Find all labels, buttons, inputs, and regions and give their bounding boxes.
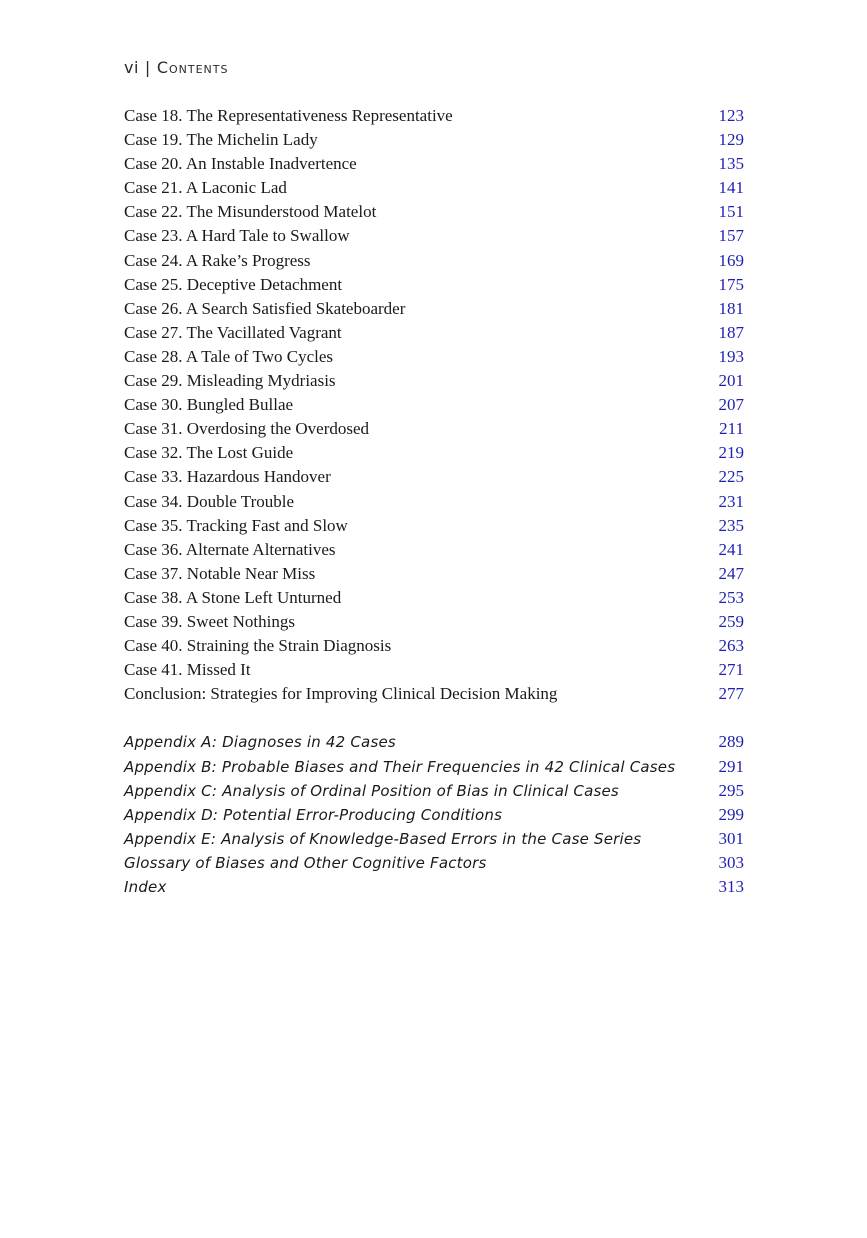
toc-entry-title: Case 33. Hazardous Handover <box>124 467 331 487</box>
toc-entry-page-link[interactable]: 277 <box>718 684 744 704</box>
toc-entry-page-link[interactable]: 301 <box>718 828 744 848</box>
toc-entry-page-link[interactable]: 169 <box>718 250 744 270</box>
toc-entry-page-link[interactable]: 289 <box>718 732 744 752</box>
toc-entry[interactable] <box>124 514 744 538</box>
toc-entry-title: Case 28. A Tale of Two Cycles <box>124 346 333 366</box>
toc-entry-title: Case 32. The Lost Guide <box>124 443 294 463</box>
toc-entry-back-matter[interactable] <box>124 875 744 899</box>
toc-entry-title: Appendix C: Analysis of Ordinal Position of Bias in Clinical Cases <box>124 781 619 800</box>
toc-entry-page-link[interactable]: 141 <box>718 178 744 198</box>
toc-entry-title: Case 30. Bungled Bullae <box>124 395 294 415</box>
toc-entry[interactable] <box>124 441 744 465</box>
toc-entry-page-link[interactable]: 157 <box>718 226 744 246</box>
toc-entry-title: Case 41. Missed It <box>124 660 251 680</box>
toc-entry-back-matter[interactable] <box>124 851 744 875</box>
toc-entry-title: Case 22. The Misunderstood Matelot <box>124 202 377 222</box>
toc-entry-page-link[interactable]: 291 <box>718 756 744 776</box>
toc-entry-page-link[interactable]: 235 <box>718 515 744 535</box>
folio: vi <box>124 58 139 77</box>
toc-entry[interactable] <box>124 682 744 706</box>
toc-entry-title: Case 37. Notable Near Miss <box>124 563 316 583</box>
toc-entry-page-link[interactable]: 201 <box>718 371 744 391</box>
toc-entry[interactable] <box>124 634 744 658</box>
toc-entry-title: Case 27. The Vacillated Vagrant <box>124 322 342 342</box>
toc-entry-title: Case 23. A Hard Tale to Swallow <box>124 226 350 246</box>
toc-entry-page-link[interactable]: 253 <box>718 587 744 607</box>
toc-entry[interactable] <box>124 586 744 610</box>
toc-entry-title: Case 21. A Laconic Lad <box>124 178 287 198</box>
toc-entry-back-matter[interactable] <box>124 755 744 779</box>
toc-entry-title: Case 26. A Search Satisfied Skateboarder <box>124 298 406 318</box>
toc-entry-page-link[interactable]: 123 <box>718 106 744 125</box>
toc-entry-page-link[interactable]: 211 <box>719 419 744 439</box>
toc-entry[interactable] <box>124 490 744 514</box>
toc-entry-page-link[interactable]: 207 <box>718 395 744 415</box>
running-head <box>124 58 228 77</box>
toc-entry[interactable] <box>124 104 744 128</box>
toc-entry-title: Appendix D: Potential Error-Producing Conditions <box>124 805 503 824</box>
toc-entry-page-link[interactable]: 303 <box>718 852 744 872</box>
toc-entry-page-link[interactable]: 225 <box>718 467 744 487</box>
toc-entry-page-link[interactable]: 271 <box>718 660 744 680</box>
toc-entry[interactable] <box>124 321 744 345</box>
toc-entry-page-link[interactable]: 193 <box>718 346 744 366</box>
toc-entry-title: Appendix B: Probable Biases and Their Frequencies in 42 Clinical Cases <box>124 757 676 776</box>
toc-entry-title: Case 38. A Stone Left Unturned <box>124 587 342 607</box>
toc-entry[interactable] <box>124 562 744 586</box>
toc-entry-title: Case 24. A Rake’s Progress <box>124 250 311 270</box>
toc-entry[interactable] <box>124 224 744 248</box>
toc-entry-page-link[interactable]: 187 <box>718 322 744 342</box>
back-matter-entries <box>124 730 744 899</box>
toc-entry[interactable] <box>124 538 744 562</box>
toc-entry-page-link[interactable]: 295 <box>718 780 744 800</box>
toc-entry-back-matter[interactable] <box>124 779 744 803</box>
toc-entry-title: Case 39. Sweet Nothings <box>124 611 295 631</box>
toc-entry[interactable] <box>124 658 744 682</box>
toc-entry-title: Index <box>124 878 167 896</box>
toc-entry-page-link[interactable]: 175 <box>718 274 744 294</box>
toc-entry-title: Case 36. Alternate Alternatives <box>124 539 336 559</box>
toc-entry[interactable] <box>124 273 744 297</box>
toc-entry-back-matter[interactable] <box>124 827 744 851</box>
toc-entry-page-link[interactable]: 247 <box>718 563 744 583</box>
toc-entry-page-link[interactable]: 129 <box>718 130 744 150</box>
toc-entry[interactable] <box>124 345 744 369</box>
toc-entry-page-link[interactable]: 241 <box>718 539 744 559</box>
toc-entry-title: Case 19. The Michelin Lady <box>124 130 318 150</box>
toc-entry-title: Case 31. Overdosing the Overdosed <box>124 419 370 439</box>
toc-entry[interactable] <box>124 369 744 393</box>
toc-entry-title: Case 40. Straining the Strain Diagnosis <box>124 636 392 656</box>
toc-entry-page-link[interactable]: 151 <box>718 202 744 222</box>
toc-entry[interactable] <box>124 152 744 176</box>
table-of-contents <box>124 104 744 899</box>
toc-entry-page-link[interactable]: 313 <box>718 877 744 896</box>
toc-entry-back-matter[interactable] <box>124 803 744 827</box>
toc-entry-page-link[interactable]: 263 <box>718 636 744 656</box>
toc-entry[interactable] <box>124 297 744 321</box>
toc-entry-title: Appendix E: Analysis of Knowledge-Based Errors in the Case Series <box>124 829 642 848</box>
toc-entry[interactable] <box>124 417 744 441</box>
running-head-section: Contents <box>156 58 229 77</box>
toc-entry[interactable] <box>124 176 744 200</box>
toc-entry-page-link[interactable]: 231 <box>718 491 744 511</box>
toc-entry[interactable] <box>124 465 744 489</box>
toc-entry-page-link[interactable]: 181 <box>718 298 744 318</box>
case-entries <box>124 104 744 706</box>
toc-entry-page-link[interactable]: 135 <box>718 154 744 174</box>
toc-entry-title: Case 35. Tracking Fast and Slow <box>124 515 348 535</box>
toc-entry-title: Case 20. An Instable Inadvertence <box>124 154 357 174</box>
running-head-separator: | <box>144 58 151 77</box>
toc-entry-back-matter[interactable] <box>124 730 744 754</box>
toc-entry[interactable] <box>124 128 744 152</box>
toc-entry-page-link[interactable]: 259 <box>718 611 744 631</box>
toc-entry-page-link[interactable]: 219 <box>718 443 744 463</box>
toc-entry-title: Case 25. Deceptive Detachment <box>124 274 343 294</box>
toc-entry-title: Conclusion: Strategies for Improving Clinical Decision Making <box>124 684 558 704</box>
toc-entry[interactable] <box>124 200 744 224</box>
toc-entry[interactable] <box>124 249 744 273</box>
toc-entry-title: Case 29. Misleading Mydriasis <box>124 371 336 391</box>
toc-entry[interactable] <box>124 610 744 634</box>
toc-entry-title: Case 18. The Representativeness Representative <box>124 106 453 125</box>
section-gap <box>124 706 744 730</box>
toc-entry[interactable] <box>124 393 744 417</box>
toc-entry-title: Appendix A: Diagnoses in 42 Cases <box>124 733 396 752</box>
toc-entry-page-link[interactable]: 299 <box>718 804 744 824</box>
toc-entry-title: Glossary of Biases and Other Cognitive Factors <box>124 853 487 872</box>
toc-entry-title: Case 34. Double Trouble <box>124 491 294 511</box>
